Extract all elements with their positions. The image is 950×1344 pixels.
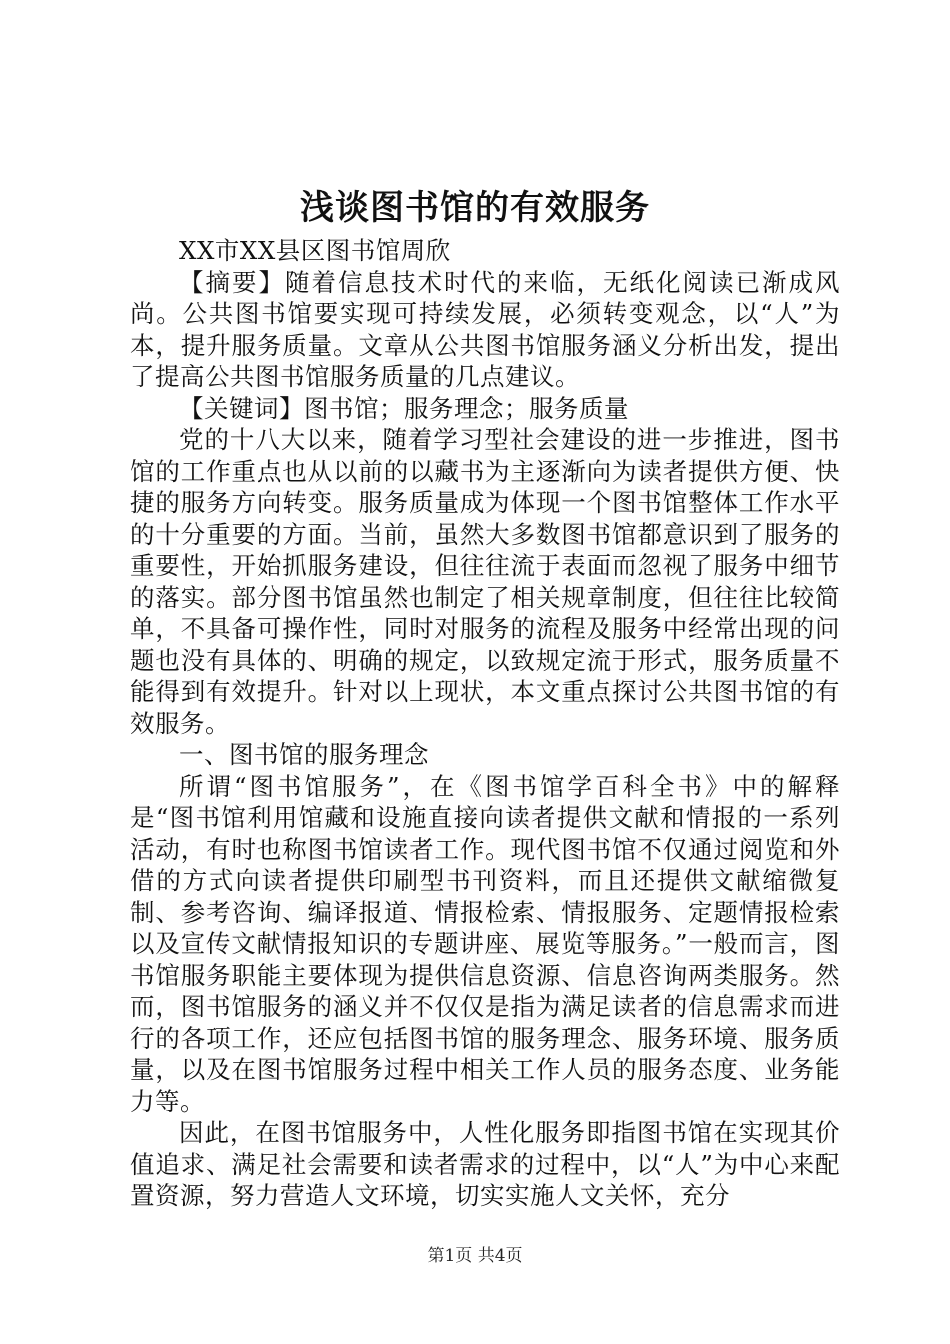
section-heading-1: 一、图书馆的服务理念 xyxy=(179,740,429,769)
author-line: XX市XX县区图书馆周欣 xyxy=(179,236,451,265)
abstract-paragraph: 【摘要】随着信息技术时代的来临，无纸化阅读已渐成风尚。公共图书馆要实现可持续发展，必须转变观念，以“人”为本，提升服务质量。文章从公共图书馆服务涵义分析出发，提出了提高公共图书馆服务质量的几点建议。 xyxy=(130,267,840,391)
page-footer: 第1页 共4页 xyxy=(427,1246,523,1266)
humanized-service-paragraph: 因此，在图书馆服务中，人性化服务即指图书馆在实现其价值追求、满足社会需要和读者需求的过程中，以“人”为中心来配置资源，努力营造人文环境，切实实施人文关怀，充分 xyxy=(130,1118,840,1210)
document-title: 浅谈图书馆的有效服务 xyxy=(300,188,650,228)
keywords-paragraph: 【关键词】图书馆；服务理念；服务质量 xyxy=(179,393,629,423)
service-definition-paragraph: 所谓“图书馆服务”，在《图书馆学百科全书》中的解释是“图书馆利用馆藏和设施直接向读者提供文献和情报的一系列活动，有时也称图书馆读者工作。现代图书馆不仅通过阅览和外借的方式向读者提供印刷型书刊资料，而且还提供文献缩微复制、参考咨询、编译报道、情报检索、情报服务、定题情报检索以及宣传文献情报知识的专题讲座、展览等服务。”一般而言，图书馆服务职能主要体现为提供信息资源、信息咨询两类服务。然而，图书馆服务的涵义并不仅仅是指为满足读者的信息需求而进行的各项工作，还应包括图书馆的服务理念、服务环境、服务质量，以及在图书馆服务过程中相关工作人员的服务态度、业务能力等。 xyxy=(130,771,840,1116)
document-body xyxy=(130,235,840,1212)
intro-paragraph: 党的十八大以来，随着学习型社会建设的进一步推进，图书馆的工作重点也从以前的以藏书为主逐渐向为读者提供方便、快捷的服务方向转变。服务质量成为体现一个图书馆整体工作水平的十分重要的方面。当前，虽然大多数图书馆都意识到了服务的重要性，开始抓服务建设，但往往流于表面而忽视了服务中细节的落实。部分图书馆虽然也制定了相关规章制度，但往往比较简单，不具备可操作性，同时对服务的流程及服务中经常出现的问题也没有具体的、明确的规定，以致规定流于形式，服务质量不能得到有效提升。针对以上现状，本文重点探讨公共图书馆的有效服务。 xyxy=(130,425,840,738)
